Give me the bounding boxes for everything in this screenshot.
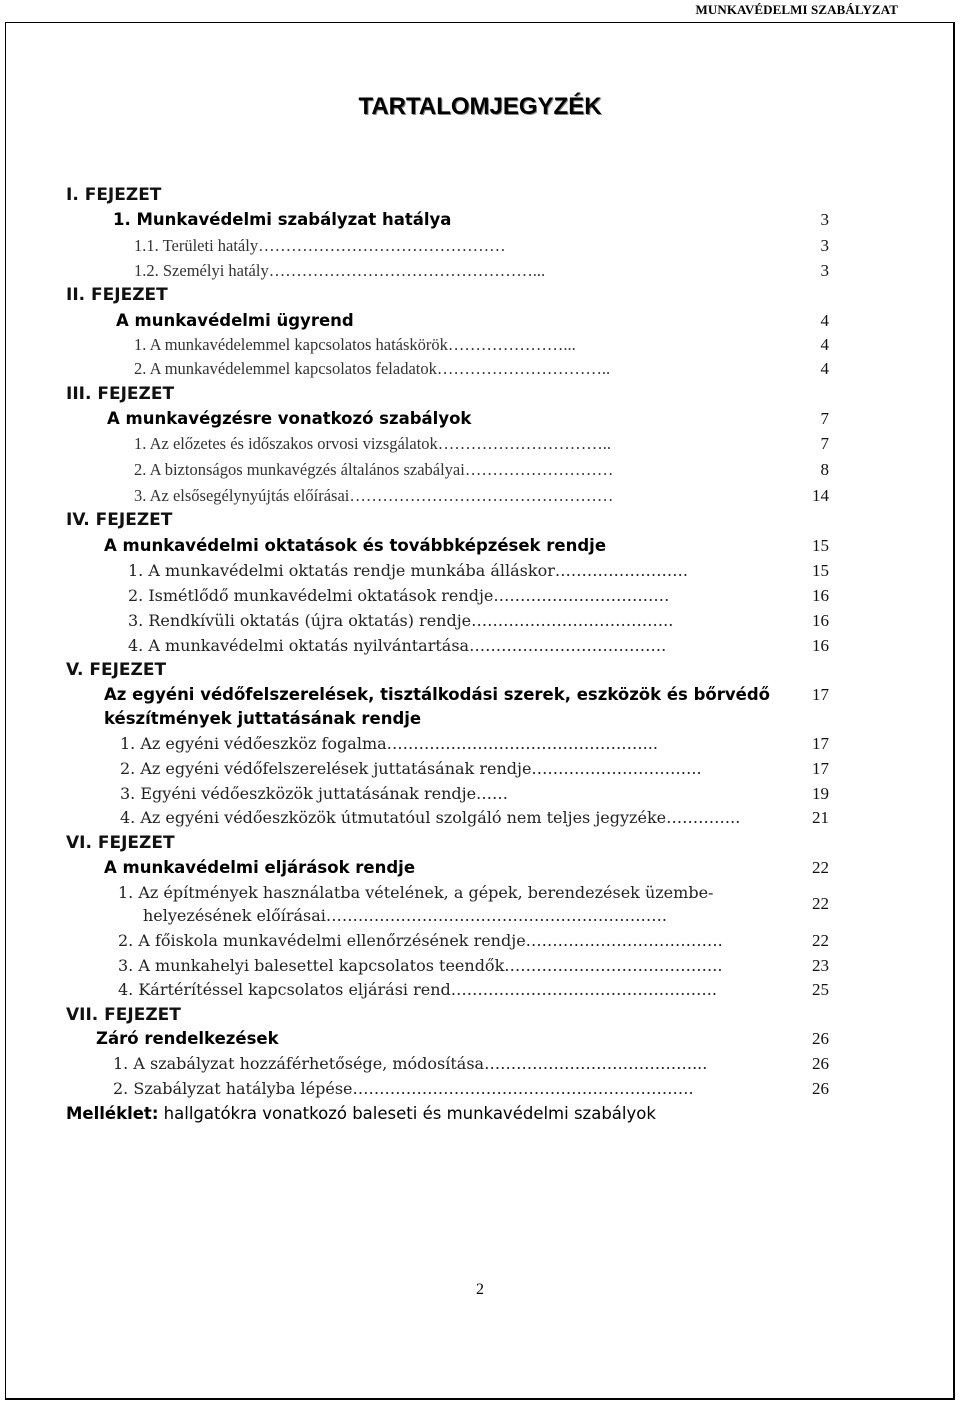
toc-entry: 3. Rendkívüli oktatás (újra oktatás) rendje……………………………….. <box>128 611 674 630</box>
toc-entry: 1. Az építmények használatba vételének, a gépek, berendezések üzembe- <box>118 883 714 902</box>
toc-page-number: 4 <box>820 311 829 330</box>
toc-page-number: 23 <box>812 956 829 975</box>
toc-section: A munkavédelmi ügyrend <box>116 311 354 330</box>
toc-page-number: 3 <box>820 210 829 229</box>
toc-page-number: 14 <box>812 486 829 505</box>
chapter-heading: V. FEJEZET <box>66 660 167 680</box>
toc-page-number: 17 <box>812 734 829 753</box>
toc-page-number: 17 <box>812 759 829 778</box>
toc-page-number: 16 <box>812 611 829 630</box>
toc-page-number: 21 <box>812 808 829 827</box>
toc-entry: 1. A munkavédelemmel kapcsolatos hatáskörök…………………... <box>134 335 576 354</box>
toc-page-number: 22 <box>812 858 829 877</box>
toc-page-number: 3 <box>820 261 829 280</box>
toc-page-number: 19 <box>812 784 829 803</box>
toc-entry: 1.2. Személyi hatály…………………………………………... <box>134 261 546 280</box>
toc-page-number: 15 <box>812 561 829 580</box>
toc-entry: 3. Egyéni védőeszközök juttatásának rendje…… <box>120 784 509 803</box>
toc-page-number: 8 <box>820 460 829 479</box>
toc-page-number: 26 <box>812 1079 829 1098</box>
chapter-heading: VI. FEJEZET <box>66 833 175 853</box>
toc-entry: 2. A biztonságos munkavégzés általános szabályai……………………… <box>134 460 614 479</box>
running-header: MUNKAVÉDELMI SZABÁLYZAT <box>695 2 898 17</box>
toc-page-number: 25 <box>812 980 829 999</box>
chapter-heading: IV. FEJEZET <box>66 510 173 530</box>
toc-page-number: 22 <box>812 894 829 913</box>
toc-page-number: 26 <box>812 1054 829 1073</box>
toc-entry: 1.1. Területi hatály……………………………………… <box>134 236 506 255</box>
toc-section: A munkavédelmi oktatások és továbbképzések rendje <box>104 536 607 555</box>
toc-page-number: 17 <box>812 685 829 704</box>
toc-entry: 4. Kártérítéssel kapcsolatos eljárási rend………………………………………….. <box>118 980 717 999</box>
toc-page-number: 4 <box>820 335 829 354</box>
toc-entry: 4. A munkavédelmi oktatás nyilvántartása………………………………. <box>128 636 667 655</box>
toc-page-number: 22 <box>812 931 829 950</box>
chapter-heading: III. FEJEZET <box>66 384 175 404</box>
toc-entry: 2. A főiskola munkavédelmi ellenőrzésének rendje………………………………. <box>118 931 723 950</box>
toc-page-number: 7 <box>820 434 829 453</box>
toc-page-number: 3 <box>820 236 829 255</box>
chapter-heading: II. FEJEZET <box>66 285 168 305</box>
toc-title: TARTALOMJEGYZÉK <box>358 93 602 120</box>
toc-entry: 2. Ismétlődő munkavédelmi oktatások rendje…………………………… <box>128 586 670 605</box>
chapter-heading: VII. FEJEZET <box>66 1005 181 1025</box>
toc-entry: 2. Szabályzat hatályba lépése………………………………………………………. <box>113 1079 694 1098</box>
toc-section: Az egyéni védőfelszerelések, tisztálkodási szerek, eszközök és bőrvédő <box>104 685 770 704</box>
toc-page-number: 16 <box>812 636 829 655</box>
page-number: 2 <box>476 1281 484 1298</box>
toc-page-number: 4 <box>820 359 829 378</box>
toc-entry: 3. A munkahelyi balesettel kapcsolatos teendők………………………………….. <box>118 956 723 975</box>
toc-page-number: 7 <box>820 409 829 428</box>
toc-section: A munkavédelmi eljárások rendje <box>104 858 416 877</box>
toc-entry: 4. Az egyéni védőeszközök útmutatóul szolgáló nem teljes jegyzéke………….. <box>120 808 741 827</box>
toc-entry: 3. Az elsősegélynyújtás előírásai………………………………………… <box>134 486 614 505</box>
toc-entry: 1. A munkavédelmi oktatás rendje munkába álláskor……………………. <box>128 561 688 580</box>
toc-entry: helyezésének előírásai………………………………………………………. <box>143 906 668 925</box>
toc-section: A munkavégzésre vonatkozó szabályok <box>107 409 472 428</box>
chapter-heading: I. FEJEZET <box>66 185 162 205</box>
attachment-label: Melléklet: <box>66 1104 159 1123</box>
toc-page-number: 15 <box>812 536 829 555</box>
toc-entry: 2. A munkavédelemmel kapcsolatos feladatok………………………….. <box>134 359 611 378</box>
toc-page-number: 16 <box>812 586 829 605</box>
toc-page-number: 26 <box>812 1029 829 1048</box>
toc-section: készítmények juttatásának rendje <box>104 709 422 728</box>
toc-section: 1. Munkavédelmi szabályzat hatálya <box>113 210 452 229</box>
attachment-text: hallgatókra vonatkozó baleseti és munkavédelmi szabályok <box>158 1104 656 1123</box>
toc-section: Záró rendelkezések <box>96 1029 279 1048</box>
toc-entry: 1. A szabályzat hozzáférhetősége, módosítása…………………………………... <box>113 1054 708 1073</box>
toc-entry: 2. Az egyéni védőfelszerelések juttatásának rendje………………………….. <box>120 759 702 778</box>
toc-entry: 1. Az egyéni védőeszköz fogalma…………………………………………... <box>120 734 658 753</box>
attachment-line <box>66 1104 656 1123</box>
toc-entry: 1. Az előzetes és időszakos orvosi vizsgálatok………………………….. <box>134 434 612 453</box>
